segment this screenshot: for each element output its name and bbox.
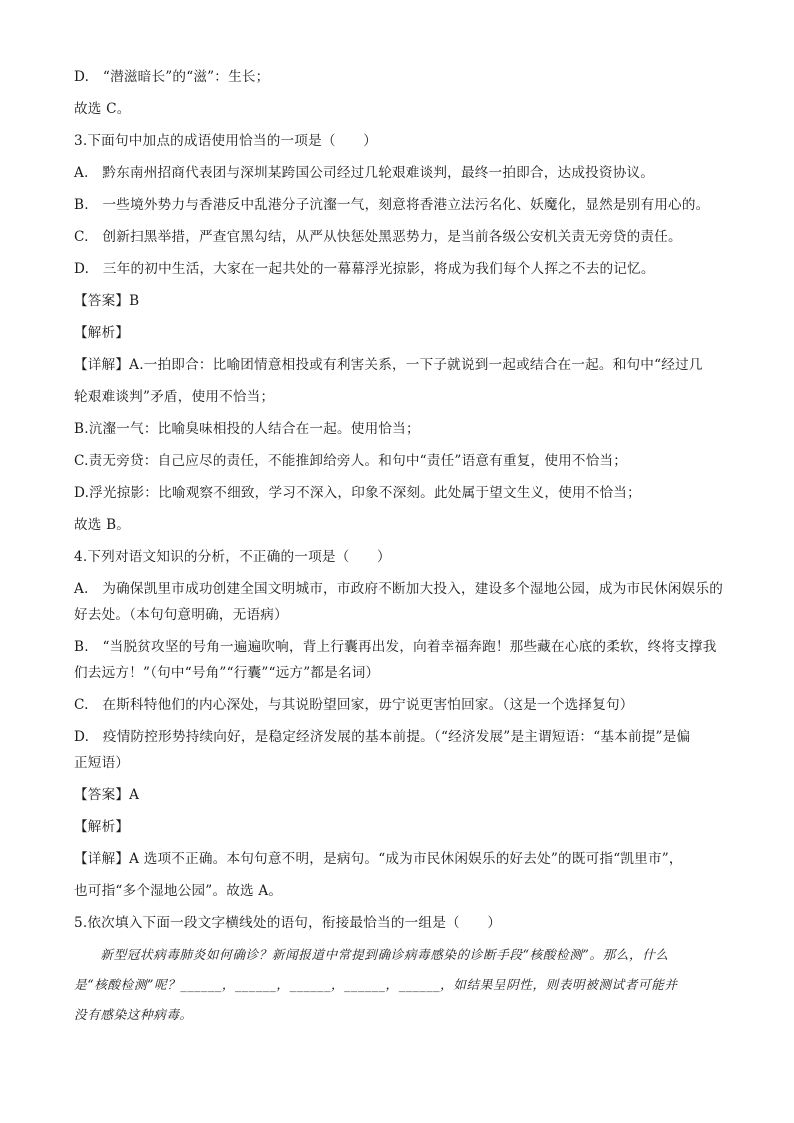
question-4-option-b-cont: 们去远方！”（句中“号角”“行囊”“远方”都是名词）	[74, 665, 380, 681]
detail-line: 【详解】A.一拍即合：比喻团情意相投或有利害关系，一下子就说到一起或结合在一起。和句中“经过几	[74, 357, 703, 373]
text-line-answer: 故选 B。	[74, 517, 131, 533]
question-4-option-b: B. “当脱贫攻坚的号角一遍遍吹响，背上行囊再出发，向着幸福奔跑！那些藏在心底的柔软，终将支撑我	[74, 639, 717, 655]
question-3: 3.下面句中加点的成语使用恰当的一项是（ ）	[74, 133, 378, 149]
detail-line: D.浮光掠影：比喻观察不细致，学习不深入，印象不深刻。此处属于望文生义，使用不恰当；	[74, 485, 641, 501]
analysis-label: 【解析】	[74, 325, 130, 341]
detail-line: B.沆瀣一气：比喻臭味相投的人结合在一起。使用恰当；	[74, 421, 420, 437]
question-4-option-d: D. 疫情防控形势持续向好，是稳定经济发展的基本前提。（“经济发展”是主谓短语：“基本前提”是偏	[74, 729, 691, 745]
detail-line: 也可指“多个湿地公园”。故选 A。	[74, 883, 283, 899]
text-line-option-d: D. “潜滋暗长”的“滋”：生长；	[74, 69, 270, 85]
question-4-option-a: A. 为确保凯里市成功创建全国文明城市，市政府不断加大投入，建设多个湿地公园，成为市民休闲娱乐的	[74, 581, 724, 597]
question-3-option-b: B. 一些境外势力与香港反中乱港分子沆瀣一气，刻意将香港立法污名化、妖魔化，显然是别有用心的。	[74, 197, 710, 213]
detail-line: 【详解】A 选项不正确。本句句意不明，是病句。“成为市民休闲娱乐的好去处”的既可指“凯里市”，	[74, 851, 683, 867]
detail-line: 轮艰难谈判”矛盾，使用不恰当；	[74, 389, 275, 405]
question-3-option-d: D. 三年的初中生活，大家在一起共处的一幕幕浮光掠影，将成为我们每个人挥之不去的记忆。	[74, 261, 655, 277]
text-line-answer: 故选 C。	[74, 101, 131, 117]
question-5: 5.依次填入下面一段文字横线处的语句，衔接最恰当的一组是（ ）	[74, 915, 502, 931]
passage-line: 是“核酸检测”呢？______，______，______，______，______，如结果呈阴性，则表明被测试者可能并	[74, 977, 678, 992]
question-4: 4.下列对语文知识的分析，不正确的一项是（ ）	[74, 549, 391, 565]
analysis-label: 【解析】	[74, 819, 130, 835]
detail-line: C.责无旁贷：自己应尽的责任，不能推卸给旁人。和句中“责任”语意有重复，使用不恰当；	[74, 453, 628, 469]
question-3-option-a: A. 黔东南州招商代表团与深圳某跨国公司经过几轮艰难谈判，最终一拍即合，达成投资协议。	[74, 165, 655, 181]
answer-label: 【答案】A	[74, 787, 140, 803]
passage-line: 没有感染这种病毒。	[74, 1007, 193, 1022]
question-4-option-a-cont: 好去处。（本句句意明确，无语病）	[74, 607, 288, 623]
question-3-option-c: C. 创新扫黑举措，严查官黑勾结，从严从快惩处黑恶势力，是当前各级公安机关责无旁贷的责任。	[74, 229, 682, 245]
answer-label: 【答案】B	[74, 293, 140, 309]
passage-line: 新型冠状病毒肺炎如何确诊？新闻报道中常提到确诊病毒感染的诊断手段“核酸检测”。那么，什么	[74, 947, 669, 962]
question-4-option-c: C. 在斯科特他们的内心深处，与其说盼望回家，毋宁说更害怕回家。（这是一个选择复句）	[74, 697, 634, 713]
question-4-option-d-cont: 正短语）	[74, 755, 130, 771]
